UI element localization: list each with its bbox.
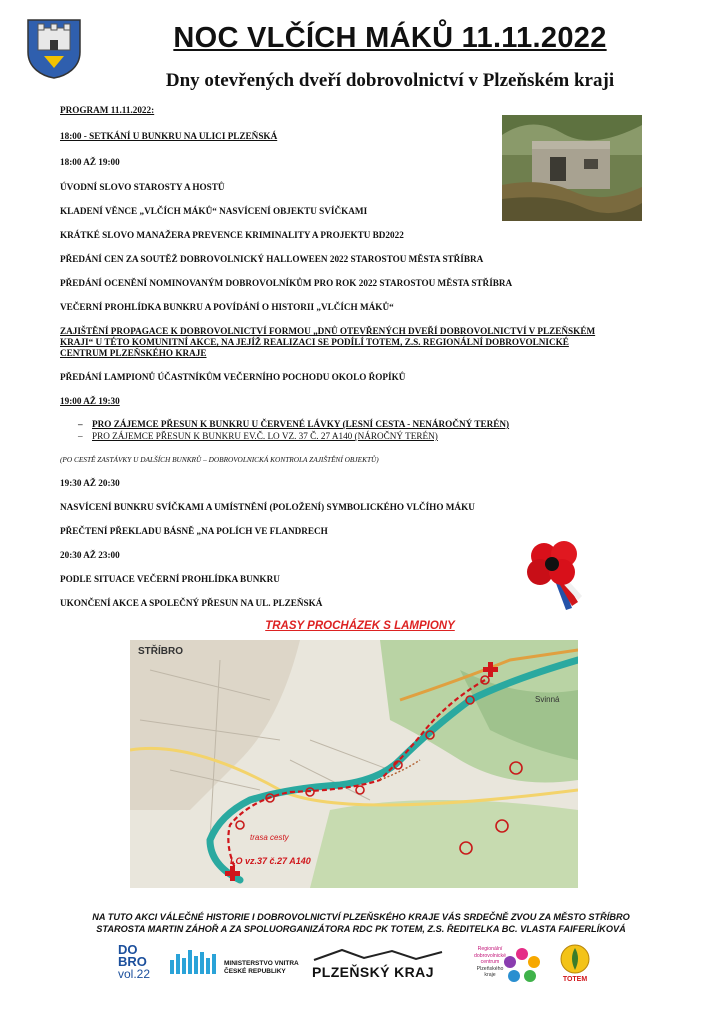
program-line: PŘEDÁNÍ OCENĚNÍ NOMINOVANÝM DOBROVOLNÍKŮM PRO ROK 2022 STAROSTOU MĚSTA STŘÍBRA bbox=[60, 278, 513, 288]
rdc-logo-text: Plzeňského bbox=[476, 965, 504, 972]
footer-signature: STAROSTA MARTIN ZÁHOŘ A ZA SPOLUORGANIZÁTORA RDC PK TOTEM, Z.S. ŘEDITELKA BC. VLASTA FAIFERLÍKOVÁ bbox=[96, 924, 626, 934]
map-route-label: trasa cesty bbox=[250, 833, 289, 842]
map-village-label: Svinná bbox=[535, 695, 560, 704]
rdc-logo-icon bbox=[500, 946, 544, 986]
bunker-photo bbox=[502, 115, 642, 221]
program-line: VEČERNÍ PROHLÍDKA BUNKRU A POVÍDÁNÍ O HISTORII „VLČÍCH MÁKŮ“ bbox=[60, 302, 394, 312]
footer-invite: NA TUTO AKCI VÁLEČNÉ HISTORIE I DOBROVOLNICTVÍ PLZEŇSKÉHO KRAJE VÁS SRDEČNĚ ZVOU ZA MĚSTO STŘÍBRO bbox=[92, 912, 630, 922]
program-line: KRÁTKÉ SLOVO MANAŽERA PREVENCE KRIMINALITY A PROJEKTU BD2022 bbox=[60, 230, 404, 240]
town-crest-logo bbox=[24, 16, 84, 80]
program-line: PŘEDÁNÍ CEN ZA SOUTĚŽ DOBROVOLNICKÝ HALLOWEEN 2022 STAROSTOU MĚSTA STŘÍBRA bbox=[60, 254, 484, 264]
route-item: – PRO ZÁJEMCE PŘESUN K BUNKRU U ČERVENÉ LÁVKY (LESNÍ CESTA - NENÁROČNÝ TERÉN) bbox=[78, 419, 510, 429]
route-map bbox=[130, 640, 578, 888]
kraj-logo-icon bbox=[312, 948, 444, 962]
ministry-logo-icon bbox=[170, 948, 218, 980]
page-title: NOC VLČÍCH MÁKŮ 11.11.2022 bbox=[173, 22, 607, 54]
map-bunker-label: LO vz.37 č.27 A140 bbox=[230, 856, 311, 866]
program-heading: PROGRAM 11.11.2022: bbox=[60, 105, 155, 115]
program-line: PŘEČTENÍ PŘEKLADU BÁSNĚ „NA POLÍCH VE FLANDRECH bbox=[60, 526, 328, 536]
program-line: PODLE SITUACE VEČERNÍ PROHLÍDKA BUNKRU bbox=[60, 574, 280, 584]
program-line: PŘEDÁNÍ LAMPIONŮ ÚČASTNÍKŮM VEČERNÍHO POCHODU OKOLO ŘOPÍKŮ bbox=[60, 372, 406, 382]
kraj-logo: PLZEŇSKÝ KRAJ bbox=[312, 964, 434, 980]
totem-logo: TOTEM bbox=[562, 976, 588, 983]
ministry-logo-text: MINISTERSTVO VNITRA bbox=[224, 960, 299, 967]
propagation-line: ZAJIŠTĚNÍ PROPAGACE K DOBROVOLNICTVÍ FORMOU „DNŮ OTEVŘENÝCH DVEŘÍ DOBROVOLNICTVÍ V PLZEŇSKÉM bbox=[60, 326, 596, 336]
program-line: KLADENÍ VĚNCE „VLČÍCH MÁKŮ“ NASVÍCENÍ OBJEKTU SVÍČKAMI bbox=[60, 206, 368, 216]
program-line: NASVÍCENÍ BUNKRU SVÍČKAMI A UMÍSTNĚNÍ (POLOŽENÍ) SYMBOLICKÉHO VLČÍHO MÁKU bbox=[60, 502, 475, 512]
time-slot: 20:30 AŽ 23:00 bbox=[60, 550, 120, 560]
propagation-line: CENTRUM PLZEŇSKÉHO KRAJE bbox=[60, 348, 207, 358]
ministry-logo-text: ČESKÉ REPUBLIKY bbox=[224, 968, 286, 975]
poppy-icon bbox=[524, 538, 586, 616]
dobro-logo-text: DO bbox=[118, 942, 138, 957]
rdc-logo-text: centrum bbox=[480, 959, 500, 965]
totem-logo-icon bbox=[560, 944, 590, 974]
dobro-logo-text: BRO bbox=[118, 954, 147, 969]
rdc-logo-text: Regionální bbox=[477, 946, 503, 952]
page-subtitle: Dny otevřených dveří dobrovolnictví v Plzeňském kraji bbox=[165, 70, 615, 91]
map-town-label: STŘÍBRO bbox=[138, 646, 183, 657]
route-label: PRO ZÁJEMCE PŘESUN K BUNKRU U ČERVENÉ LÁVKY (LESNÍ CESTA - NENÁROČNÝ TERÉN) bbox=[92, 419, 510, 429]
route-item: – PRO ZÁJEMCE PŘESUN K BUNKRU EV.Č. LO VZ. 37 Č. 27 A140 (NÁROČNÝ TERÉN) bbox=[78, 431, 438, 441]
dobro-logo bbox=[118, 944, 166, 980]
time-slot: 19:00 AŽ 19:30 bbox=[60, 396, 120, 406]
program-line: UKONČENÍ AKCE A SPOLEČNÝ PŘESUN NA UL. PLZEŇSKÁ bbox=[60, 598, 323, 608]
rdc-logo-text: dobrovolnické bbox=[473, 952, 506, 959]
program-line: 18:00 AŽ 19:00 bbox=[60, 157, 120, 167]
dobro-logo-text: vol.22 bbox=[118, 967, 151, 981]
route-note: (PO CESTĚ ZASTÁVKY U DALŠÍCH BUNKRŮ – DOBROVOLNICKÁ KONTROLA ZAJIŠTĚNÍ OBJEKTŮ) bbox=[60, 455, 379, 464]
route-label: PRO ZÁJEMCE PŘESUN K BUNKRU EV.Č. LO VZ. 37 Č. 27 A140 (NÁROČNÝ TERÉN) bbox=[92, 431, 438, 441]
map-title: TRASY PROCHÁZEK S LAMPIONY bbox=[265, 620, 455, 632]
program-line: 18:00 - SETKÁNÍ U BUNKRU NA ULICI PLZEŇSKÁ bbox=[60, 131, 278, 141]
rdc-logo-text: kraje bbox=[484, 972, 496, 978]
time-slot: 19:30 AŽ 20:30 bbox=[60, 478, 120, 488]
program-line: ÚVODNÍ SLOVO STAROSTY A HOSTŮ bbox=[60, 182, 225, 192]
propagation-line: KRAJI“ U TÉTO KOMUNITNÍ AKCE, NA JEJÍŽ REALIZACI SE PODÍLÍ TOTEM, Z.S. REGIONÁLNÍ DOBROVOLNICKÉ bbox=[60, 337, 569, 347]
ministry-logo bbox=[224, 960, 299, 976]
